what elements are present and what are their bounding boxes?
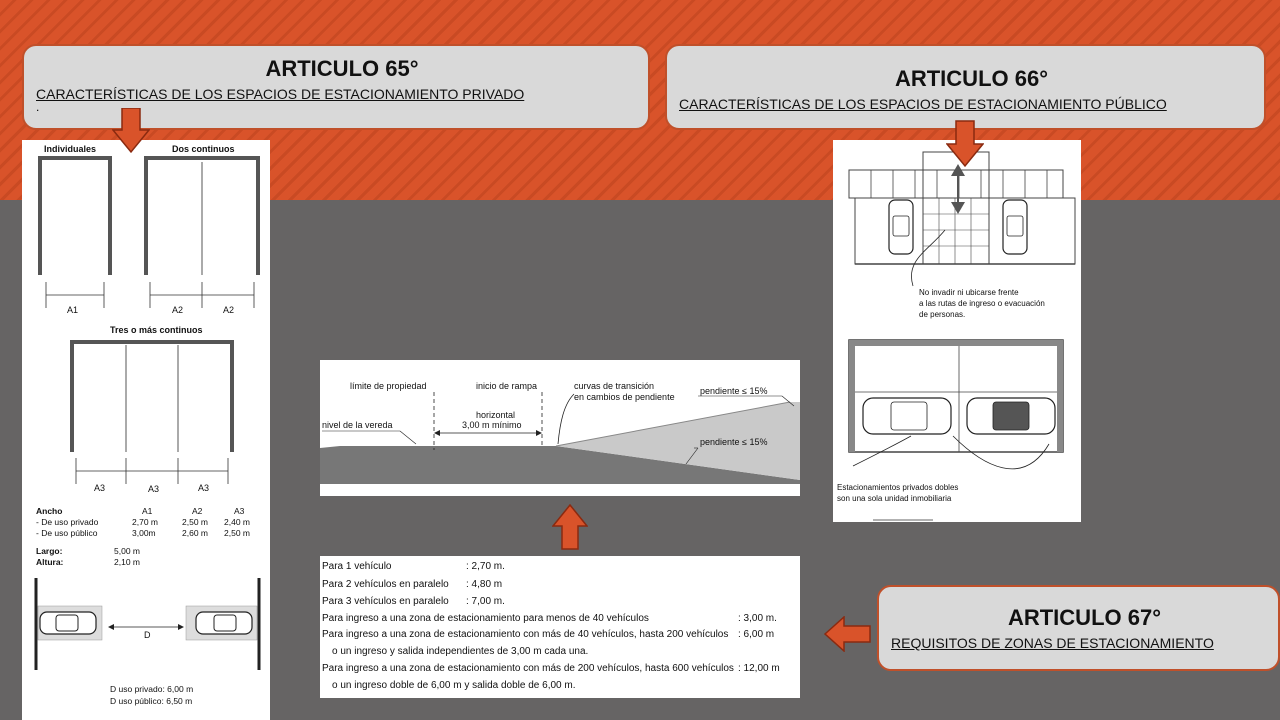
table-row-value: : 6,00 m [738, 629, 775, 640]
priv-a3: 2,40 m [224, 517, 250, 527]
label-a3-2: A3 [148, 484, 160, 494]
label-ancho: Ancho [36, 506, 63, 516]
label-uso-privado: - De uso privado [36, 517, 99, 527]
priv-a2: 2,50 m [182, 517, 208, 527]
car-icon-left [40, 612, 96, 634]
label-horizontal-1: horizontal [476, 410, 516, 420]
label-d: D [144, 630, 151, 640]
label-curvas-1: curvas de transición [574, 381, 655, 391]
article-67-title: ARTICULO 67° [1007, 605, 1162, 630]
pub-a1: 3,00m [132, 528, 156, 538]
label-dobles-2: son una sola unidad inmobiliaria [837, 494, 952, 503]
label-uso-publico: - De uso público [36, 528, 98, 538]
table-row: o un ingreso y salida independientes de 3,00 m cada una. [332, 646, 589, 657]
table-row-value: : 3,00 m. [738, 613, 777, 624]
table-row: Para 3 vehículos en paralelo [322, 596, 449, 607]
article-66-subtitle: CARACTERÍSTICAS DE LOS ESPACIOS DE ESTACIONAMIENTO PÚBLICO [679, 96, 1167, 112]
label-curvas-2: en cambios de pendiente [574, 392, 675, 402]
col-a1: A1 [142, 506, 153, 516]
label-tres-continuos: Tres o más continuos [110, 325, 203, 335]
label-dos-continuos: Dos continuos [172, 144, 235, 154]
article-65-subtitle: CARACTERÍSTICAS DE LOS ESPACIOS DE ESTACIONAMIENTO PRIVADO [36, 86, 525, 102]
label-altura: Altura: [36, 557, 64, 567]
table-row: Para ingreso a una zona de estacionamiento para menos de 40 vehículos [322, 613, 649, 624]
col-a2: A2 [192, 506, 203, 516]
requirements-table [320, 556, 800, 698]
table-row: Para ingreso a una zona de estacionamiento con más de 200 vehículos, hasta 600 vehículos [322, 663, 734, 674]
d-uso-publico: D uso público: 6,50 m [110, 696, 193, 706]
label-a2-left: A2 [172, 305, 184, 315]
label-no-invadir-3: de personas. [919, 310, 966, 319]
table-row-value: : 12,00 m [738, 663, 780, 674]
arrow-left-icon-67 [824, 616, 872, 652]
label-individuales: Individuales [44, 144, 97, 154]
label-dobles-1: Estacionamientos privados dobles [837, 483, 959, 492]
label-a3-3: A3 [198, 483, 210, 493]
article-66-title: ARTICULO 66° [894, 66, 1049, 91]
d-uso-privado: D uso privado: 6,00 m [110, 684, 194, 694]
label-a1: A1 [67, 305, 79, 315]
largo-value: 5,00 m [114, 546, 140, 556]
car-icon-public-right [1003, 200, 1027, 254]
label-largo: Largo: [36, 546, 63, 556]
label-no-invadir-2: a las rutas de ingreso o evacuación [919, 299, 1045, 308]
arrow-down-icon-66 [946, 120, 984, 168]
label-nivel-vereda: nivel de la vereda [322, 420, 393, 430]
table-row: Para 1 vehículo [322, 561, 392, 572]
car-icon-right [196, 612, 252, 634]
car-icon-double-left [863, 398, 951, 434]
article-66-box [665, 44, 1266, 130]
table-row-value: : 4,80 m [466, 579, 503, 590]
pub-a3: 2,50 m [224, 528, 250, 538]
altura-value: 2,10 m [114, 557, 140, 567]
article-67-box [877, 585, 1280, 671]
car-icon-public-left [889, 200, 913, 254]
ramp-section-diagram [320, 360, 800, 496]
col-a3: A3 [234, 506, 245, 516]
table-row-value: : 2,70 m. [466, 561, 505, 572]
article-65-dot: . [36, 100, 40, 114]
table-row-value: : 7,00 m. [466, 596, 505, 607]
table-row: Para 2 vehículos en paralelo [322, 579, 449, 590]
label-inicio-rampa: inicio de rampa [476, 381, 538, 391]
private-parking-dimensions-diagram [22, 140, 270, 720]
label-pendiente-bottom: pendiente ≤ 15% [700, 437, 768, 447]
table-row: Para ingreso a una zona de estacionamiento con más de 40 vehículos, hasta 200 vehículos [322, 629, 729, 640]
article-65-title: ARTICULO 65° [265, 56, 419, 81]
label-no-invadir-1: No invadir ni ubicarse frente [919, 288, 1019, 297]
label-a3-1: A3 [94, 483, 106, 493]
pub-a2: 2,60 m [182, 528, 208, 538]
public-parking-diagram [833, 140, 1081, 522]
article-67-subtitle: REQUISITOS DE ZONAS DE ESTACIONAMIENTO [891, 635, 1214, 651]
label-limite-propiedad: límite de propiedad [350, 381, 427, 391]
car-icon-double-right [967, 398, 1055, 434]
label-a2-right: A2 [223, 305, 235, 315]
table-row: o un ingreso doble de 6,00 m y salida doble de 6,00 m. [332, 680, 576, 691]
arrow-up-icon-ramp [552, 504, 588, 550]
label-horizontal-2: 3,00 m mínimo [462, 420, 522, 430]
priv-a1: 2,70 m [132, 517, 158, 527]
arrow-down-icon-65 [112, 108, 150, 154]
label-pendiente-top: pendiente ≤ 15% [700, 386, 768, 396]
